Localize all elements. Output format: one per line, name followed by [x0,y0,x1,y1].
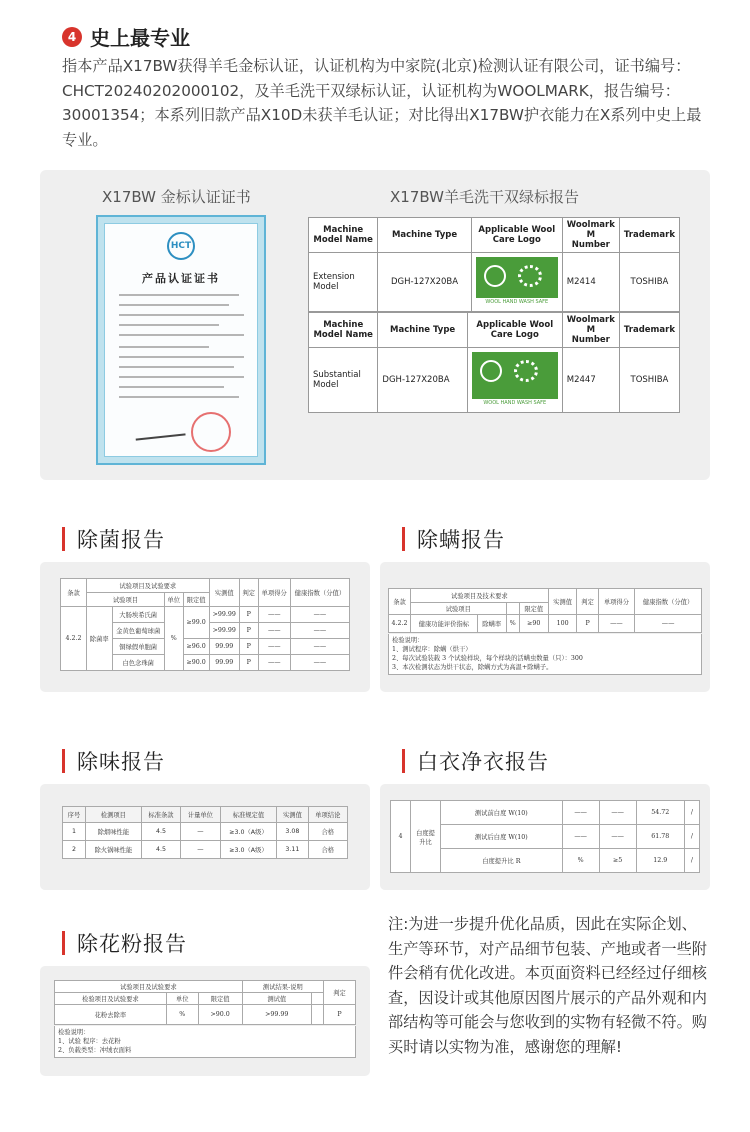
woolmark-table-extension: Machine Model Name Machine Type Applicable Wool Care Logo Woolmark M Number Trademark Extension Model DGH-127X20BA WOOL HAND WASH SAFE M2414 TOSHIBA [308,217,680,312]
mite-report-heading: 除螨报告 [402,524,505,554]
sterilization-report-panel [40,562,370,692]
odor-report-heading: 除味报告 [62,746,165,776]
section-number-badge: 4 [62,27,82,47]
m-number-cell: M2414 [562,253,619,312]
gold-certificate-image [96,215,266,465]
section-heading [62,22,190,51]
gold-cert-title: X17BW 金标认证证书 [102,188,251,206]
hct-logo-icon: HCT [167,232,195,260]
pollen-report-heading: 除花粉报告 [62,928,187,958]
mite-notes: 检验说明： 1、测试程序：除螨（烘干） 2、每次试验装载 3 个试验样块，每个样块的活螨虫数量（只）：300 3、本次检测状态为烘干状态，除螨方式为高温+除螨子。 [388,634,702,675]
sterilization-report-heading: 除菌报告 [62,524,165,554]
certificate-heading: 产品认证证书 [142,272,220,285]
mite-report-panel [380,562,710,692]
pollen-table: 试验项目及试验要求 测试结果-说明 判定 检验项目及试验要求 单位 限定值 测试值 花粉去除率 % >90.0 >99.99 P [54,980,356,1025]
disclaimer-text: 注:为进一步提升优化品质，因此在实际企划、生产等环节，对产品细节包装、产地或者一些附件会稍有优化改进。本页面资料已经经过仔细核查，因设计或其他原因图片展示的产品外观和内部结构等可能会与您收到的实物有轻微不符。购买时请以实物为准，感谢您的理解! [388,915,707,1056]
whitening-table: 4 白度提升比 测试前白度 W(10) —— —— 54.72 / 测试后白度 W(10) —— —— 61.78 / 白度提升比 R % ≥5 12.9 / [390,800,700,873]
pollen-report-panel [40,966,370,1076]
sterilization-table: 条款 试验项目及试验要求 实测值 判定 单项得分 健康指数（分值） 试验项目 单位 限定值 4.2.2 除菌率 大肠埃希氏菌 % ≥99.0 >99.99 P —— —— 金黄色葡萄球菌 >99.99 P —— —— 铜绿假单胞菌 ≥96.0 99.99 P —— —— 白色念珠菌 ≥90.0 99.99 P —— —— [60,578,350,671]
woolmark-table-substantial: Machine Model Name Machine Type Applicable Wool Care Logo Woolmark M Number Trademark Substantial Model DGH-127X20BA WOOL HAND WASH SAFE M2447 TOSHIBA [308,312,680,413]
machine-type-cell: DGH-127X20BA [378,348,467,413]
wool-care-logo-icon: WOOL HAND WASH SAFE [476,257,558,307]
whitening-report-heading: 白衣净衣报告 [402,746,549,776]
certificates-panel [40,170,710,480]
model-name-cell: Extension Model [309,253,378,312]
section-title: 史上最专业 [90,26,190,50]
m-number-cell: M2447 [562,348,619,413]
odor-report-panel [40,784,370,890]
wool-care-logo-icon: WOOL HAND WASH SAFE [472,352,558,408]
whitening-report-panel [380,784,710,890]
model-name-cell: Substantial Model [309,348,378,413]
official-stamp [191,412,231,452]
odor-table: 序号 检测项目 标准条款 计量单位 标准规定值 实测值 单项结论 1 除烟味性能 4.5 — ≥3.0（A级） 3.08 合格 2 除火锅味性能 4.5 — ≥3.0（A级） 3.11 合格 [62,806,348,859]
trademark-cell: TOSHIBA [619,253,679,312]
section-intro: 指本产品X17BW获得羊毛金标认证，认证机构为中家院(北京)检测认证有限公司，证书编号：CHCT20240202000102，及羊毛洗干双绿标认证，认证机构为WOOLMARK，报告编号：30001354；本系列旧款产品X10D未获羊毛认证；对比得出X17BW护衣能力在X系列中史上最专业。 [62,57,702,149]
pollen-notes: 检验说明： 1、试验 程序：去花粉 2、负载类型：冲绒衣面料 [54,1026,356,1058]
wool-report-title: X17BW羊毛洗干双绿标报告 [390,188,579,206]
trademark-cell: TOSHIBA [619,348,679,413]
signature-mark [134,421,185,440]
machine-type-cell: DGH-127X20BA [378,253,472,312]
mite-table: 条款 试验项目及技术要求 实测值 判定 单项得分 健康指数（分值） 试验项目 限定值 4.2.2 健康功能评价指标 除螨率 % ≥90 100 P —— —— [388,588,702,633]
